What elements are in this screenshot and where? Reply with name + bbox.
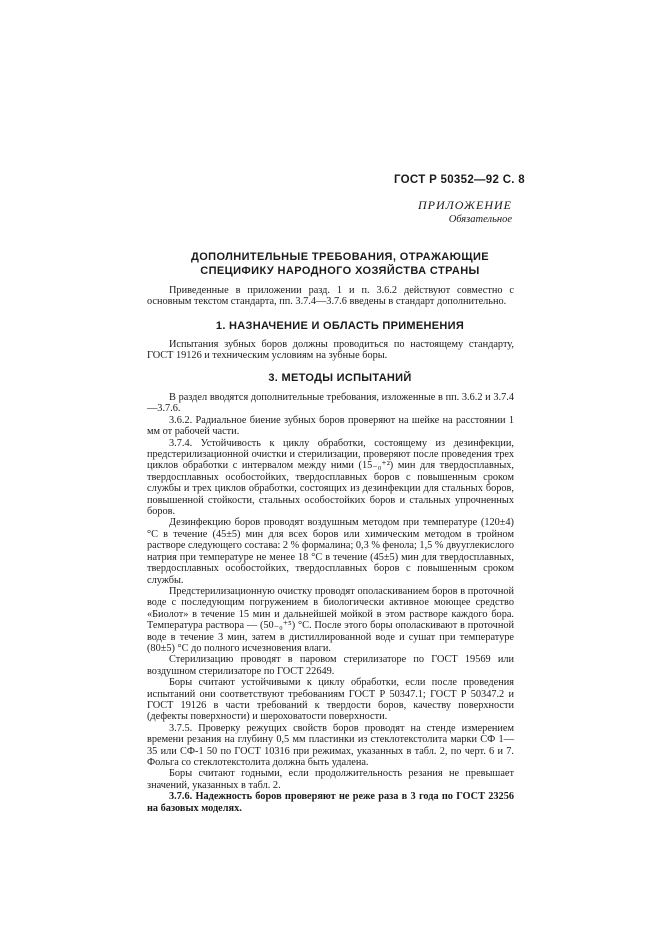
section-1-paragraph: Испытания зубных боров должны проводиться по настоящему стандарту, ГОСТ 19126 и техническим условиям на зубные боры. (147, 339, 514, 362)
s3-paragraph-5: Предстерилизационную очистку проводят ополаскиванием боров в проточной воде с последующим погружением в биологически активное моющее средство «Биолот» в течение 15 мин и дальнейшей мойкой в этом растворе каждого бора. Температура раствора — (50₋₀⁺⁵) °С. После этого боры ополаскивают в проточной воде в течение 3 мин, затем в дистиллированной воде и сушат при температуре (80±5) °С до полного исчезновения влаги. (147, 585, 514, 654)
s3-paragraph-1: В раздел вводятся дополнительные требования, изложенные в пп. 3.6.2 и 3.7.4—3.7.6. (147, 392, 514, 415)
section-1-block (147, 339, 514, 362)
intro-block (147, 285, 514, 308)
appendix-label: ПРИЛОЖЕНИЕ (418, 198, 512, 212)
s3-paragraph-8: 3.7.5. Проверку режущих свойств боров проводят на стенде измерением времени резания на глубину 0,5 мм пластинки из стеклотекстолита марки СФ 1—35 или СФ-1 50 по ГОСТ 10316 при режимах, указанных в табл. 2, по черт. 6 и 7. Фольга со стеклотекстолита должна быть удалена. (147, 722, 514, 768)
section-3-heading: 3. МЕТОДЫ ИСПЫТАНИЙ (268, 372, 412, 384)
appendix-title (150, 250, 530, 278)
gost-header: ГОСТ Р 50352—92 С. 8 (394, 174, 525, 186)
s3-paragraph-6: Стерилизацию проводят в паровом стерилизаторе по ГОСТ 19569 или воздушном стерилизаторе по ГОСТ 22649. (147, 654, 514, 677)
s3-paragraph-7: Боры считают устойчивыми к циклу обработки, если после проведения испытаний они соответствуют требованиям ГОСТ Р 50347.1; ГОСТ Р 50347.2 и ГОСТ 19126 в части требований к твердости боров, качеству поверхности (дефекты поверхности) и шероховатости поверхности. (147, 677, 514, 723)
section-3-block (147, 392, 514, 814)
section-1-heading: 1. НАЗНАЧЕНИЕ И ОБЛАСТЬ ПРИМЕНЕНИЯ (215, 320, 465, 332)
s3-paragraph-9: Боры считают годными, если продолжительность резания не превышает значений, указанных в табл. 2. (147, 768, 514, 791)
s3-paragraph-3: 3.7.4. Устойчивость к циклу обработки, состоящему из дезинфекции, предстерилизационной очистки и стерилизации, проверяют после проведения трех циклов обработки с интервалом между ними (15₋₀⁺²) мин для твердосплавных, твердосплавных особостойких, твердосплавных боров с повышенным сроком службы и трех циклов обработки, состоящих из дезинфекции для стальных боров, повышенной стойкости, стальных особостойких боров и стальных упрочненных боров. (147, 437, 514, 518)
intro-paragraph: Приведенные в приложении разд. 1 и п. 3.6.2 действуют совместно с основным текстом стандарта, пп. 3.7.4—3.7.6 введены в стандарт дополнительно. (147, 285, 514, 308)
title-line-1: ДОПОЛНИТЕЛЬНЫЕ ТРЕБОВАНИЯ, ОТРАЖАЮЩИЕ (190, 251, 490, 263)
s3-paragraph-10: 3.7.6. Надежность боров проверяют не реже раза в 3 года по ГОСТ 23256 на базовых моделях. (147, 791, 514, 814)
s3-paragraph-4: Дезинфекцию боров проводят воздушным методом при температуре (120±4) °С в течение (45±5) мин для всех боров или химическим методом в тройном растворе следующего состава: 2 % формалина; 0,3 % фенола; 1,5 % двууглекислого натрия при температуре не менее 18 °С в течение (45±5) мин для твердосплавных, твердосплавных особостойких, твердосплавных боров с повышенным сроком службы. (147, 517, 514, 586)
title-line-2: СПЕЦИФИКУ НАРОДНОГО ХОЗЯЙСТВА СТРАНЫ (200, 265, 480, 277)
mandatory-label: Обязательное (448, 214, 512, 225)
s3-paragraph-2: 3.6.2. Радиальное биение зубных боров проверяют на шейке на расстоянии 1 мм от рабочей части. (147, 414, 514, 438)
